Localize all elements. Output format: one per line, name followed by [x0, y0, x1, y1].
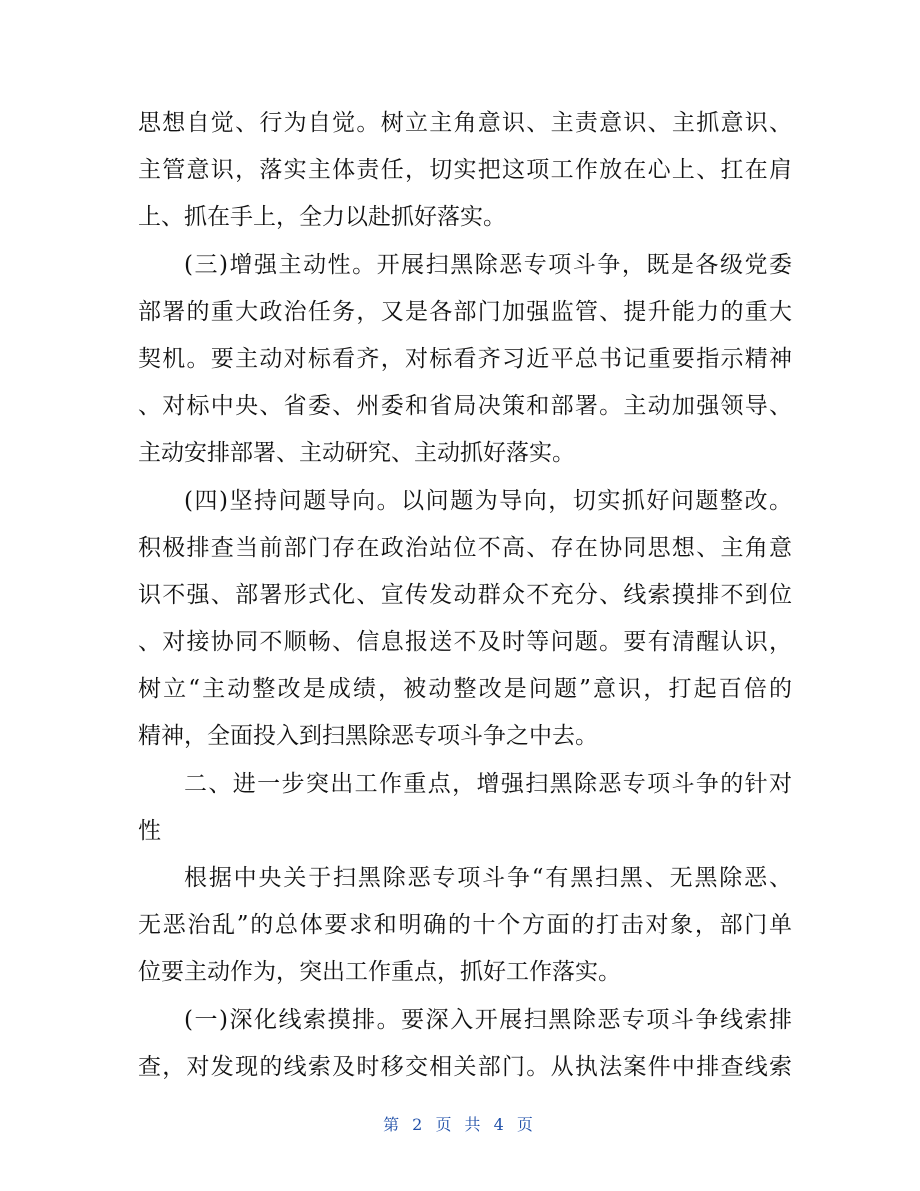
text-line: 查，对发现的线索及时移交相关部门。从执法案件中排查线索: [138, 1053, 792, 1080]
text-line: (一)深化线索摸排。要深入开展扫黑除恶专项斗争线索排: [184, 1006, 792, 1033]
text-line: 精神，全面投入到扫黑除恶专项斗争之中去。: [138, 723, 598, 750]
text-line: 主管意识，落实主体责任，切实把这项工作放在心上、扛在肩: [138, 157, 792, 184]
text-line: 性: [138, 817, 161, 844]
text-line: 契机。要主动对标看齐，对标看齐习近平总书记重要指示精神: [138, 345, 792, 372]
text-line: (三)增强主动性。开展扫黑除恶专项斗争，既是各级党委: [184, 251, 792, 278]
section-heading: [138, 761, 792, 855]
paragraph: [138, 855, 792, 997]
text-line: 、对接协同不顺畅、信息报送不及时等问题。要有清醒认识，: [138, 629, 792, 656]
text-line: 根据中央关于扫黑除恶专项斗争“有黑扫黑、无黑除恶、: [184, 865, 792, 891]
text-line: 积极排查当前部门存在政治站位不高、存在协同思想、主角意: [138, 534, 792, 561]
paragraph: [138, 100, 792, 242]
document-body: [138, 100, 792, 1091]
text-line: (四)坚持问题导向。以问题为导向，切实抓好问题整改。: [184, 487, 792, 514]
text-line: 上、抓在手上，全力以赴抓好落实。: [138, 204, 506, 231]
paragraph: [138, 242, 792, 478]
text-line: 二、进一步突出工作重点，增强扫黑除恶专项斗争的针对: [184, 770, 792, 797]
page-number: 第 2 页 共 4 页: [383, 1115, 537, 1134]
text-line: 主动安排部署、主动研究、主动抓好落实。: [138, 440, 575, 467]
text-line: 识不强、部署形式化、宣传发动群众不充分、线索摸排不到位: [138, 581, 792, 608]
paragraph: [138, 997, 792, 1091]
text-line: 思想自觉、行为自觉。树立主角意识、主责意识、主抓意识、: [138, 110, 792, 136]
text-line: 无恶治乱”的总体要求和明确的十个方面的打击对象，部门单: [138, 912, 792, 939]
paragraph: [138, 478, 792, 761]
text-line: 树立“主动整改是成绩，被动整改是问题”意识，打起百倍的: [138, 676, 792, 703]
text-line: 位要主动作为，突出工作重点，抓好工作落实。: [138, 959, 621, 986]
text-line: 部署的重大政治任务，又是各部门加强监管、提升能力的重大: [138, 298, 792, 325]
text-line: 、对标中央、省委、州委和省局决策和部署。主动加强领导、: [138, 393, 792, 420]
